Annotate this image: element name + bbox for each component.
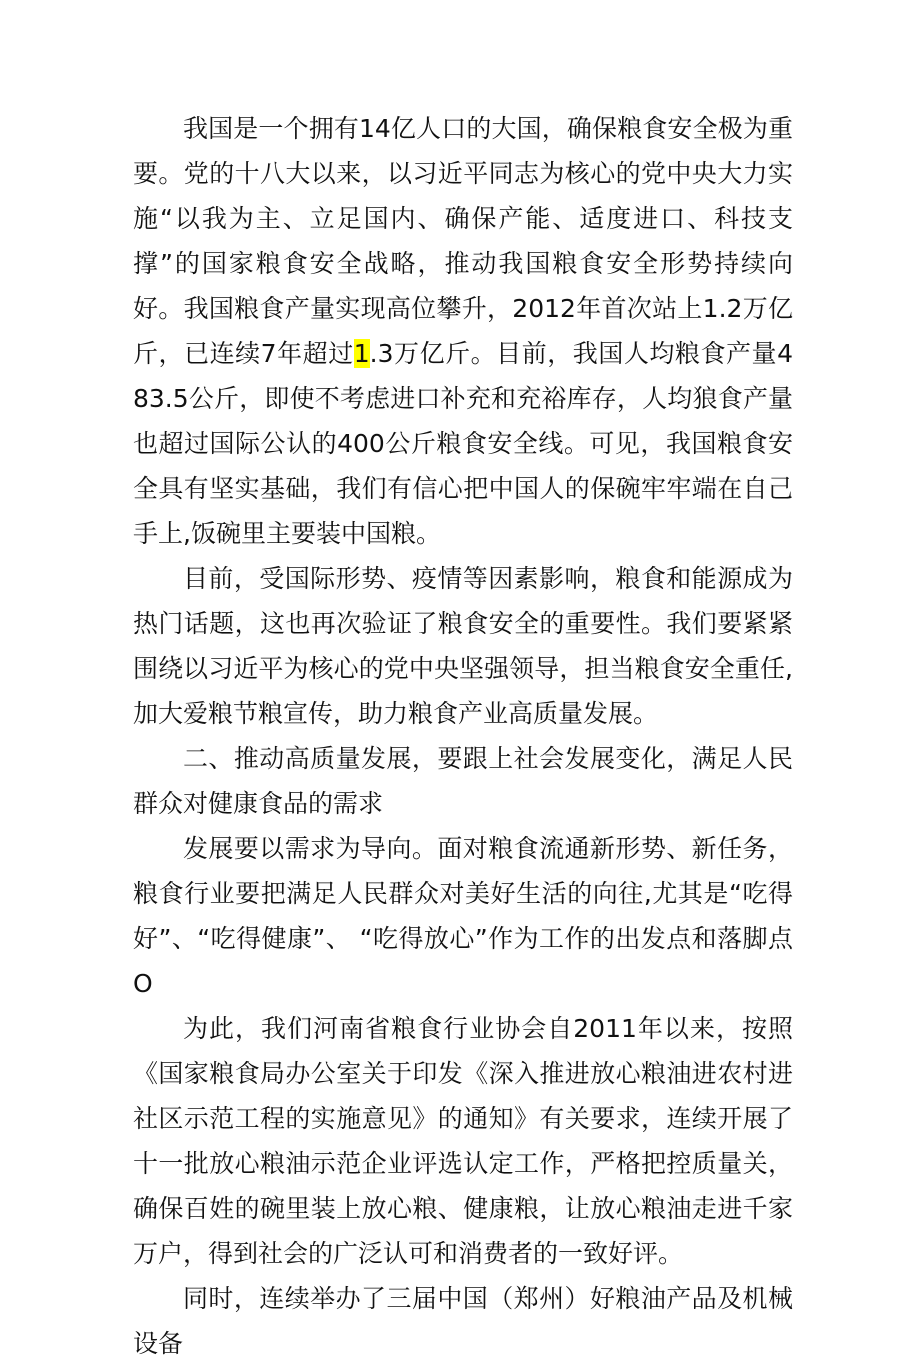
paragraph-text: 同时，连续举办了三届中国（郑州）好粮油产品及机械设备: [133, 1284, 793, 1358]
paragraph-text: 为此，我们河南省粮食行业协会自2011年以来，按照《国家粮食局办公室关于印发《深入推进放心粮油进农村进社区示范工程的实施意见》的通知》有关要求，连续开展了十一批放心粮油示范企业评选认定工作，严格把控质量关，确保百姓的碗里装上放心粮、健康粮，让放心粮油走进千家万户，得到社会的广泛认可和消费者的一致好评。: [133, 1014, 793, 1268]
section-heading-two: [133, 736, 793, 826]
paragraph-text: 我国是一个拥有14亿人口的大国，确保粮食安全极为重要。党的十八大以来，以习近平同志为核心的党中央大力实施“以我为主、立足国内、确保产能、适度进口、科技支撑”的国家粮食安全战略，推动我国粮食安全形势持续向好。我国粮食产量实现高位攀升，2012年首次站上1.2万亿斤，已连续7年超过: [133, 114, 793, 368]
document-body: [133, 106, 793, 1366]
highlighted-text: 1: [353, 339, 370, 368]
heading-text: 二、推动高质量发展，要跟上社会发展变化，满足人民群众对健康食品的需求: [133, 744, 793, 818]
paragraph-text: 目前，受国际形势、疫情等因素影响，粮食和能源成为热门话题，这也再次验证了粮食安全的重要性。我们要紧紧围绕以习近平为核心的党中央坚强领导，担当粮食安全重任,加大爱粮节粮宣传，助力粮食产业高质量发展。: [133, 564, 793, 728]
paragraph-current-situation: [133, 556, 793, 736]
paragraph-text: .3万亿斤。目前，我国人均粮食产量483.5公斤，即使不考虑进口补充和充裕库存，人均狼食产量也超过国际公认的400公斤粮食安全线。可见，我国粮食安全具有坚实基础，我们有信心把中国人的保碗牢牢端在自己手上,饭碗里主要装中国粮。: [133, 339, 793, 548]
paragraph-text: 发展要以需求为导向。面对粮食流通新形势、新任务，粮食行业要把满足人民群众对美好生活的向往,尤其是“吃得好”、“吃得健康”、 “吃得放心”作为工作的出发点和落脚点O: [133, 834, 793, 998]
paragraph-food-security: [133, 106, 793, 556]
paragraph-henan-association: [133, 1006, 793, 1276]
paragraph-exhibitions: [133, 1276, 793, 1366]
paragraph-demand-oriented: [133, 826, 793, 1006]
